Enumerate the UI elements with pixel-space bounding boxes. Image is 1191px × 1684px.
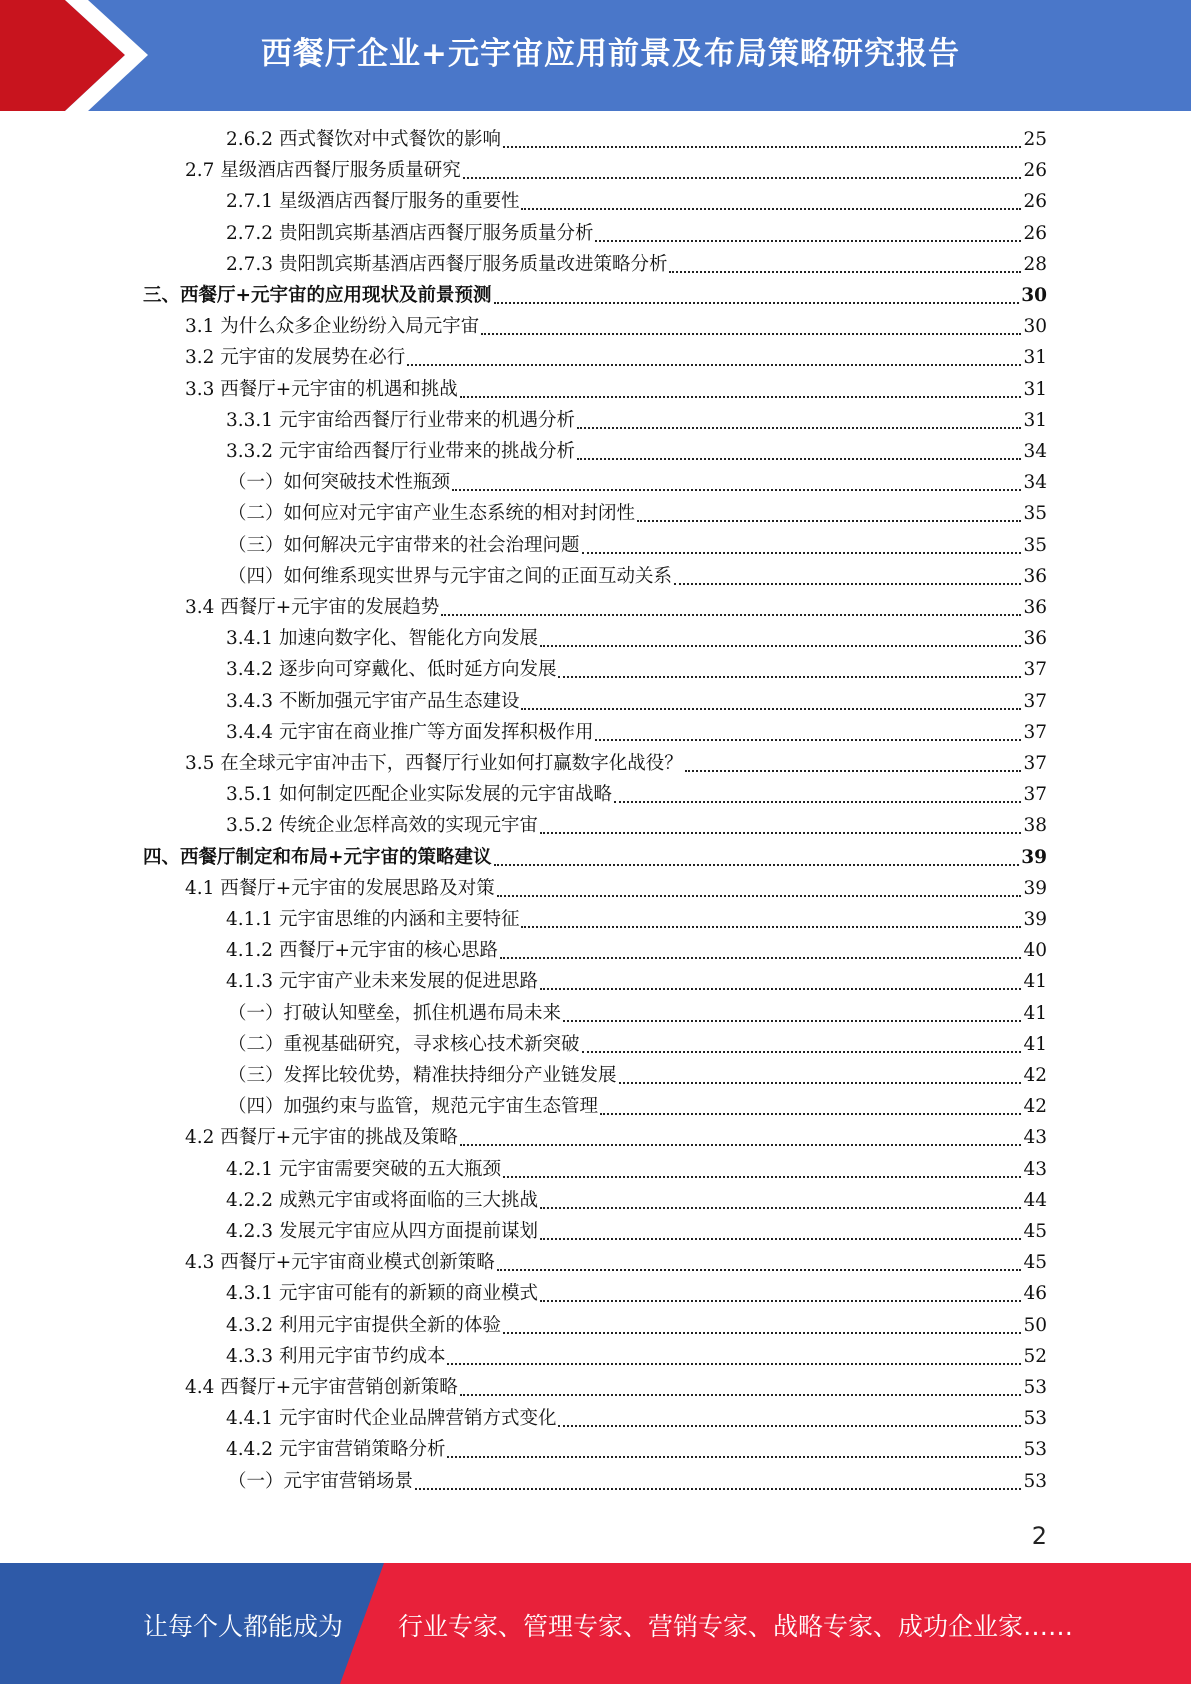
page-header: [0, 0, 1191, 111]
toc-entry-title: 3.2 元宇宙的发展势在必行: [185, 347, 406, 369]
toc-entry-page: 37: [1023, 753, 1047, 774]
toc-dot-leader: [595, 739, 1021, 741]
toc-entry-page: 34: [1023, 472, 1047, 494]
toc-entry[interactable]: [185, 1125, 1047, 1151]
toc-entry[interactable]: [185, 1250, 1047, 1276]
toc-entry[interactable]: [226, 1281, 1047, 1307]
toc-dot-leader: [460, 1144, 1022, 1146]
toc-entry-page: 42: [1023, 1065, 1047, 1086]
toc-entry-page: 53: [1023, 1408, 1047, 1430]
toc-entry-title: 3.4.2 逐步向可穿戴化、低时延方向发展: [226, 659, 557, 681]
toc-entry[interactable]: [185, 158, 1047, 184]
toc-dot-leader: [600, 1113, 1021, 1115]
toc-entry[interactable]: [228, 1001, 1047, 1027]
toc-entry[interactable]: [226, 221, 1047, 247]
toc-entry[interactable]: [226, 252, 1047, 278]
footer-slogan-left: 让每个人都能成为: [143, 1612, 344, 1641]
toc-entry-title: 4.2.3 发展元宇宙应从四方面提前谋划: [226, 1221, 538, 1242]
toc-entry[interactable]: [185, 345, 1047, 371]
toc-entry-title: （四）如何维系现实世界与元宇宙之间的正面互动关系: [228, 565, 673, 587]
toc-entry[interactable]: [226, 720, 1047, 746]
toc-dot-leader: [494, 302, 1020, 304]
toc-dot-leader: [540, 1207, 1021, 1209]
toc-entry[interactable]: [226, 907, 1047, 933]
page-footer: [0, 1563, 1191, 1684]
toc-dot-leader: [497, 895, 1022, 897]
toc-entry-page: 37: [1023, 690, 1047, 712]
toc-entry-title: 4.4.2 元宇宙营销策略分析: [226, 1439, 446, 1461]
toc-entry[interactable]: [226, 1344, 1047, 1370]
toc-entry-page: 39: [1023, 877, 1047, 899]
toc-dot-leader: [521, 708, 1021, 710]
toc-dot-leader: [503, 1332, 1021, 1334]
toc-entry-page: 39: [1023, 909, 1047, 930]
toc-entry-page: 31: [1023, 409, 1047, 431]
toc-dot-leader: [563, 1020, 1021, 1022]
toc-entry-title: 3.3.1 元宇宙给西餐厅行业带来的机遇分析: [226, 409, 575, 431]
toc-dot-leader: [521, 926, 1021, 928]
toc-dot-leader: [619, 1082, 1022, 1084]
toc-entry-page: 52: [1023, 1345, 1047, 1367]
toc-entry[interactable]: [228, 470, 1047, 496]
toc-dot-leader: [614, 801, 1021, 803]
toc-entry-title: 2.7.1 星级酒店西餐厅服务的重要性: [226, 191, 520, 213]
toc-dot-leader: [637, 520, 1021, 522]
toc-dot-leader: [441, 614, 1021, 616]
toc-entry[interactable]: [226, 127, 1047, 153]
toc-entry-title: （三）发挥比较优势，精准扶持细分产业链发展: [228, 1065, 617, 1086]
toc-entry-title: 2.7.2 贵阳凯宾斯基酒店西餐厅服务质量分析: [226, 222, 594, 244]
toc-entry-title: 四、西餐厅制定和布局+元宇宙的策略建议: [143, 846, 492, 868]
toc-entry-page: 42: [1023, 1096, 1047, 1118]
toc-entry[interactable]: [185, 314, 1047, 340]
toc-entry-page: 41: [1023, 971, 1047, 993]
toc-entry[interactable]: [226, 969, 1047, 995]
toc-entry[interactable]: [185, 1375, 1047, 1401]
toc-entry-title: （三）如何解决元宇宙带来的社会治理问题: [228, 534, 580, 556]
toc-entry-title: 4.2 西餐厅+元宇宙的挑战及策略: [185, 1127, 458, 1149]
toc-dot-leader: [558, 676, 1021, 678]
toc-entry-title: （四）加强约束与监管，规范元宇宙生态管理: [228, 1096, 599, 1118]
toc-entry[interactable]: [143, 845, 1047, 871]
toc-entry[interactable]: [226, 1188, 1047, 1214]
toc-entry-page: 31: [1023, 378, 1047, 400]
toc-entry-page: 45: [1023, 1252, 1047, 1274]
toc-entry-page: 39: [1021, 846, 1047, 868]
toc-dot-leader: [577, 427, 1021, 429]
toc-dot-leader: [540, 645, 1021, 647]
toc-entry-title: 3.4.3 不断加强元宇宙产品生态建设: [226, 690, 520, 712]
toc-entry[interactable]: [226, 782, 1047, 808]
toc-entry[interactable]: [226, 1406, 1047, 1432]
toc-dot-leader: [415, 1488, 1021, 1490]
footer-slogan-right: 行业专家、管理专家、营销专家、战略专家、成功企业家……: [398, 1612, 1074, 1641]
toc-dot-leader: [494, 864, 1020, 866]
toc-entry-title: 2.6.2 西式餐饮对中式餐饮的影响: [226, 129, 501, 150]
toc-entry-title: 4.1.3 元宇宙产业未来发展的促进思路: [226, 971, 538, 993]
toc-entry-title: 4.4.1 元宇宙时代企业品牌营销方式变化: [226, 1408, 557, 1430]
toc-entry-title: 2.7.3 贵阳凯宾斯基酒店西餐厅服务质量改进策略分析: [226, 253, 668, 275]
toc-entry[interactable]: [228, 1094, 1047, 1120]
toc-dot-leader: [481, 333, 1021, 335]
toc-entry[interactable]: [226, 189, 1047, 215]
toc-entry-title: 3.4.1 加速向数字化、智能化方向发展: [226, 628, 538, 650]
toc-entry[interactable]: [226, 439, 1047, 465]
toc-dot-leader: [540, 1300, 1021, 1302]
toc-entry-page: 44: [1023, 1189, 1047, 1211]
toc-dot-leader: [460, 1394, 1022, 1396]
toc-entry-title: 3.3.2 元宇宙给西餐厅行业带来的挑战分析: [226, 441, 575, 462]
toc-entry[interactable]: [228, 1032, 1047, 1058]
toc-dot-leader: [685, 770, 1022, 772]
toc-entry-page: 34: [1023, 441, 1047, 462]
toc-dot-leader: [407, 364, 1021, 366]
toc-entry[interactable]: [228, 533, 1047, 559]
toc-entry[interactable]: [185, 876, 1047, 902]
toc-entry[interactable]: [228, 501, 1047, 527]
toc-entry-page: 31: [1023, 347, 1047, 369]
toc-entry-page: 37: [1023, 784, 1047, 806]
toc-entry-title: 3.4 西餐厅+元宇宙的发展趋势: [185, 597, 440, 618]
toc-entry-page: 35: [1023, 503, 1047, 525]
toc-entry-title: 4.3.2 利用元宇宙提供全新的体验: [226, 1314, 501, 1336]
toc-entry[interactable]: [226, 657, 1047, 683]
toc-dot-leader: [503, 146, 1021, 148]
toc-entry-title: 3.5.2 传统企业怎样高效的实现元宇宙: [226, 815, 538, 837]
toc-entry-page: 38: [1023, 815, 1047, 837]
toc-entry-title: 3.5.1 如何制定匹配企业实际发展的元宇宙战略: [226, 784, 612, 806]
toc-entry[interactable]: [185, 751, 1047, 777]
toc-dot-leader: [582, 1051, 1022, 1053]
toc-entry-title: 3.4.4 元宇宙在商业推广等方面发挥积极作用: [226, 721, 594, 743]
toc-dot-leader: [447, 1456, 1021, 1458]
toc-entry-page: 36: [1023, 597, 1047, 618]
report-title: 西餐厅企业+元宇宙应用前景及布局策略研究报告: [261, 36, 960, 72]
toc-entry-page: 45: [1023, 1221, 1047, 1242]
toc-entry-title: 3.5 在全球元宇宙冲击下，西餐厅行业如何打赢数字化战役？: [185, 753, 683, 774]
toc-entry[interactable]: [228, 1063, 1047, 1089]
toc-entry[interactable]: [226, 1157, 1047, 1183]
toc-dot-leader: [577, 458, 1021, 460]
toc-entry-title: 4.3 西餐厅+元宇宙商业模式创新策略: [185, 1252, 495, 1274]
toc-entry-title: 3.1 为什么众多企业纷纷入局元宇宙: [185, 316, 480, 338]
toc-entry[interactable]: [185, 595, 1047, 621]
toc-entry[interactable]: [143, 283, 1047, 309]
toc-entry-page: 36: [1023, 565, 1047, 587]
toc-dot-leader: [463, 177, 1022, 179]
toc-entry[interactable]: [185, 377, 1047, 403]
toc-entry-page: 53: [1023, 1439, 1047, 1461]
toc-entry-title: 4.4 西餐厅+元宇宙营销创新策略: [185, 1377, 458, 1398]
toc-entry-page: 53: [1023, 1377, 1047, 1398]
toc-entry-page: 37: [1023, 659, 1047, 681]
toc-dot-leader: [540, 832, 1021, 834]
toc-entry-page: 28: [1023, 253, 1047, 275]
toc-entry-title: 4.2.2 成熟元宇宙或将面临的三大挑战: [226, 1189, 538, 1211]
toc-entry-page: 43: [1023, 1158, 1047, 1180]
toc-entry-title: （一）如何突破技术性瓶颈: [228, 472, 451, 494]
toc-entry-page: 53: [1023, 1470, 1047, 1492]
toc-entry[interactable]: [226, 813, 1047, 839]
toc-entry[interactable]: [226, 1219, 1047, 1245]
toc-dot-leader: [460, 396, 1022, 398]
toc-entry-page: 50: [1023, 1314, 1047, 1336]
toc-entry-title: （一）元宇宙营销场景: [228, 1470, 414, 1492]
toc-dot-leader: [521, 208, 1021, 210]
toc-entry[interactable]: [228, 564, 1047, 590]
toc-dot-leader: [540, 1238, 1021, 1240]
toc-dot-leader: [452, 489, 1021, 491]
toc-entry-page: 41: [1023, 1002, 1047, 1024]
toc-entry-page: 35: [1023, 534, 1047, 556]
toc-entry-title: 4.3.3 利用元宇宙节约成本: [226, 1345, 446, 1367]
toc-entry[interactable]: [228, 1469, 1047, 1495]
toc-entry-page: 26: [1023, 160, 1047, 182]
toc-entry-page: 26: [1023, 222, 1047, 244]
toc-entry-page: 26: [1023, 191, 1047, 213]
toc-entry-page: 36: [1023, 628, 1047, 650]
toc-entry-page: 43: [1023, 1127, 1047, 1149]
toc-dot-leader: [674, 583, 1021, 585]
toc-entry[interactable]: [226, 1313, 1047, 1339]
toc-entry-title: 4.1 西餐厅+元宇宙的发展思路及对策: [185, 877, 495, 899]
toc-entry-title: 4.3.1 元宇宙可能有的新颖的商业模式: [226, 1283, 538, 1305]
toc-dot-leader: [669, 271, 1021, 273]
toc-entry[interactable]: [226, 408, 1047, 434]
toc-entry-title: （二）重视基础研究，寻求核心技术新突破: [228, 1033, 580, 1055]
toc-entry-title: 4.1.1 元宇宙思维的内涵和主要特征: [226, 909, 520, 930]
toc-entry-page: 40: [1023, 940, 1047, 962]
toc-entry-title: （一）打破认知壁垒，抓住机遇布局未来: [228, 1002, 562, 1024]
toc-dot-leader: [497, 1269, 1022, 1271]
toc-entry[interactable]: [226, 626, 1047, 652]
toc-entry[interactable]: [226, 1437, 1047, 1463]
toc-dot-leader: [503, 1176, 1021, 1178]
toc-entry-title: （二）如何应对元宇宙产业生态系统的相对封闭性: [228, 503, 636, 525]
toc-entry-title: 2.7 星级酒店西餐厅服务质量研究: [185, 160, 461, 182]
toc-entry-page: 30: [1023, 316, 1047, 338]
toc-entry-title: 三、西餐厅+元宇宙的应用现状及前景预测: [143, 285, 492, 306]
toc-dot-leader: [500, 957, 1021, 959]
toc-dot-leader: [447, 1363, 1021, 1365]
toc-entry-page: 46: [1023, 1283, 1047, 1305]
toc-entry[interactable]: [226, 938, 1047, 964]
toc-entry-page: 37: [1023, 721, 1047, 743]
toc-entry-title: 4.2.1 元宇宙需要突破的五大瓶颈: [226, 1158, 501, 1180]
toc-dot-leader: [582, 552, 1022, 554]
page-number: 2: [1031, 1522, 1047, 1550]
toc-dot-leader: [595, 240, 1021, 242]
toc-entry-title: 4.1.2 西餐厅+元宇宙的核心思路: [226, 940, 498, 962]
toc-entry-page: 41: [1023, 1033, 1047, 1055]
toc-entry-page: 25: [1023, 129, 1047, 150]
toc-entry-title: 3.3 西餐厅+元宇宙的机遇和挑战: [185, 378, 458, 400]
toc-entry[interactable]: [226, 689, 1047, 715]
toc-dot-leader: [558, 1425, 1021, 1427]
toc-dot-leader: [540, 988, 1021, 990]
toc-entry-page: 30: [1021, 285, 1047, 306]
